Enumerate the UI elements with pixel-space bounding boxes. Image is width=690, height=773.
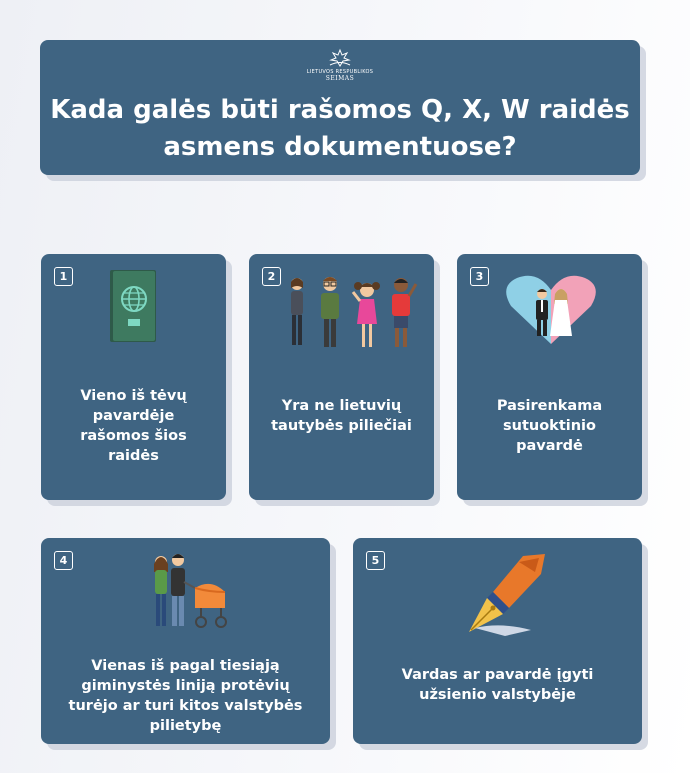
card-text: Pasirenkama sutuoktinio pavardė [496, 398, 603, 454]
fountain-pen-icon [461, 552, 551, 636]
family-stroller-icon [151, 552, 231, 632]
people-group-icon [281, 274, 421, 356]
card-2 [249, 254, 434, 500]
card-number: 1 [54, 267, 73, 286]
card-1 [41, 254, 226, 500]
title-line2: asmens dokumentuose? [163, 132, 517, 162]
card-text: Yra ne lietuvių tautybės piliečiai [271, 398, 412, 434]
card-number: 3 [470, 267, 489, 286]
card-text: Vienas iš pagal tiesiąją giminystės liniją protėvių turėjo ar turi kitos valstybės pilietybę [68, 658, 303, 734]
wedding-heart-icon [505, 274, 597, 346]
card-4 [41, 538, 330, 744]
coat-of-arms-icon [327, 48, 353, 68]
card-5 [353, 538, 642, 744]
logo-line2: SEIMAS [325, 75, 355, 82]
card-number: 5 [366, 551, 385, 570]
logo-line1: LIETUVOS RESPUBLIKOS [306, 69, 374, 75]
card-number: 4 [54, 551, 73, 570]
passport-icon [109, 269, 157, 343]
card-text: Vardas ar pavardė įgyti užsienio valstybėje [401, 667, 594, 703]
card-number: 2 [262, 267, 281, 286]
seimas-logo [40, 48, 640, 82]
card-text: Vieno iš tėvų pavardėje rašomos šios raidės [80, 388, 187, 464]
header-banner [40, 40, 640, 175]
title-line1: Kada galės būti rašomos Q, X, W raidės [50, 95, 630, 125]
card-3 [457, 254, 642, 500]
page-title [40, 92, 640, 166]
